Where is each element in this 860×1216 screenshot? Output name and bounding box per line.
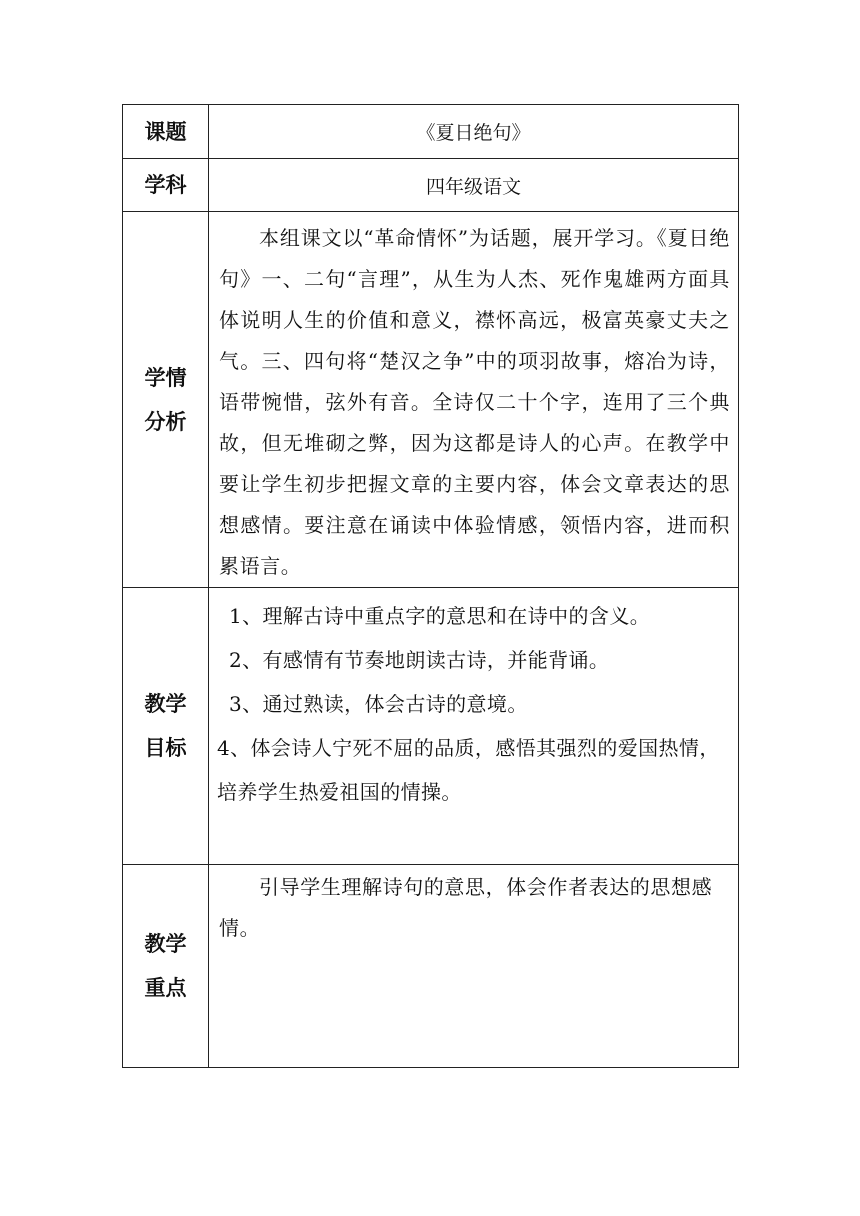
row-analysis	[123, 212, 739, 588]
label-title: 课题	[123, 105, 209, 159]
label-key-points	[123, 865, 209, 1068]
label-goals-line2: 目标	[144, 736, 187, 760]
label-key-points-line1: 教学	[144, 932, 187, 956]
label-analysis-line1: 学情	[144, 365, 187, 390]
goal-item: 3、通过熟读，体会古诗的意境。	[229, 692, 528, 716]
value-title: 《夏日绝句》	[209, 105, 739, 159]
goal-item: 4、体会诗人宁死不屈的品质，感悟其强烈的爱国热情，培养学生热爱祖国的情操。	[217, 736, 720, 804]
goal-item: 1、理解古诗中重点字的意思和在诗中的含义。	[229, 604, 651, 628]
row-title	[123, 105, 739, 159]
label-subject: 学科	[123, 159, 209, 212]
label-analysis-line2: 分析	[144, 409, 187, 434]
value-subject: 四年级语文	[209, 159, 739, 212]
label-goals-line1: 教学	[144, 692, 187, 716]
row-key-points	[123, 865, 739, 1068]
goal-item: 2、有感情有节奏地朗读古诗，并能背诵。	[229, 648, 610, 672]
label-goals	[123, 588, 209, 865]
label-key-points-line2: 重点	[144, 976, 187, 1000]
lesson-plan-table	[122, 104, 739, 1068]
row-subject	[123, 159, 739, 212]
label-analysis	[123, 212, 209, 588]
key-points-text: 引导学生理解诗句的意思，体会作者表达的思想感情。	[209, 865, 739, 1068]
analysis-text: 本组课文以“革命情怀”为话题，展开学习。《夏日绝句》一、二句“言理”，从生为人杰、死作鬼雄两方面具体说明人生的价值和意义，襟怀高远，极富英豪丈夫之气。三、四句将“楚汉之争”中的项羽故事，熔冶为诗，语带惋惜，弦外有音。全诗仅二十个字，连用了三个典故，但无堆砌之弊，因为这都是诗人的心声。在教学中要让学生初步把握文章的主要内容，体会文章表达的思想感情。要注意在诵读中体验情感，领悟内容，进而积累语言。	[209, 212, 739, 588]
row-goals	[123, 588, 739, 865]
goals-list	[209, 588, 739, 865]
